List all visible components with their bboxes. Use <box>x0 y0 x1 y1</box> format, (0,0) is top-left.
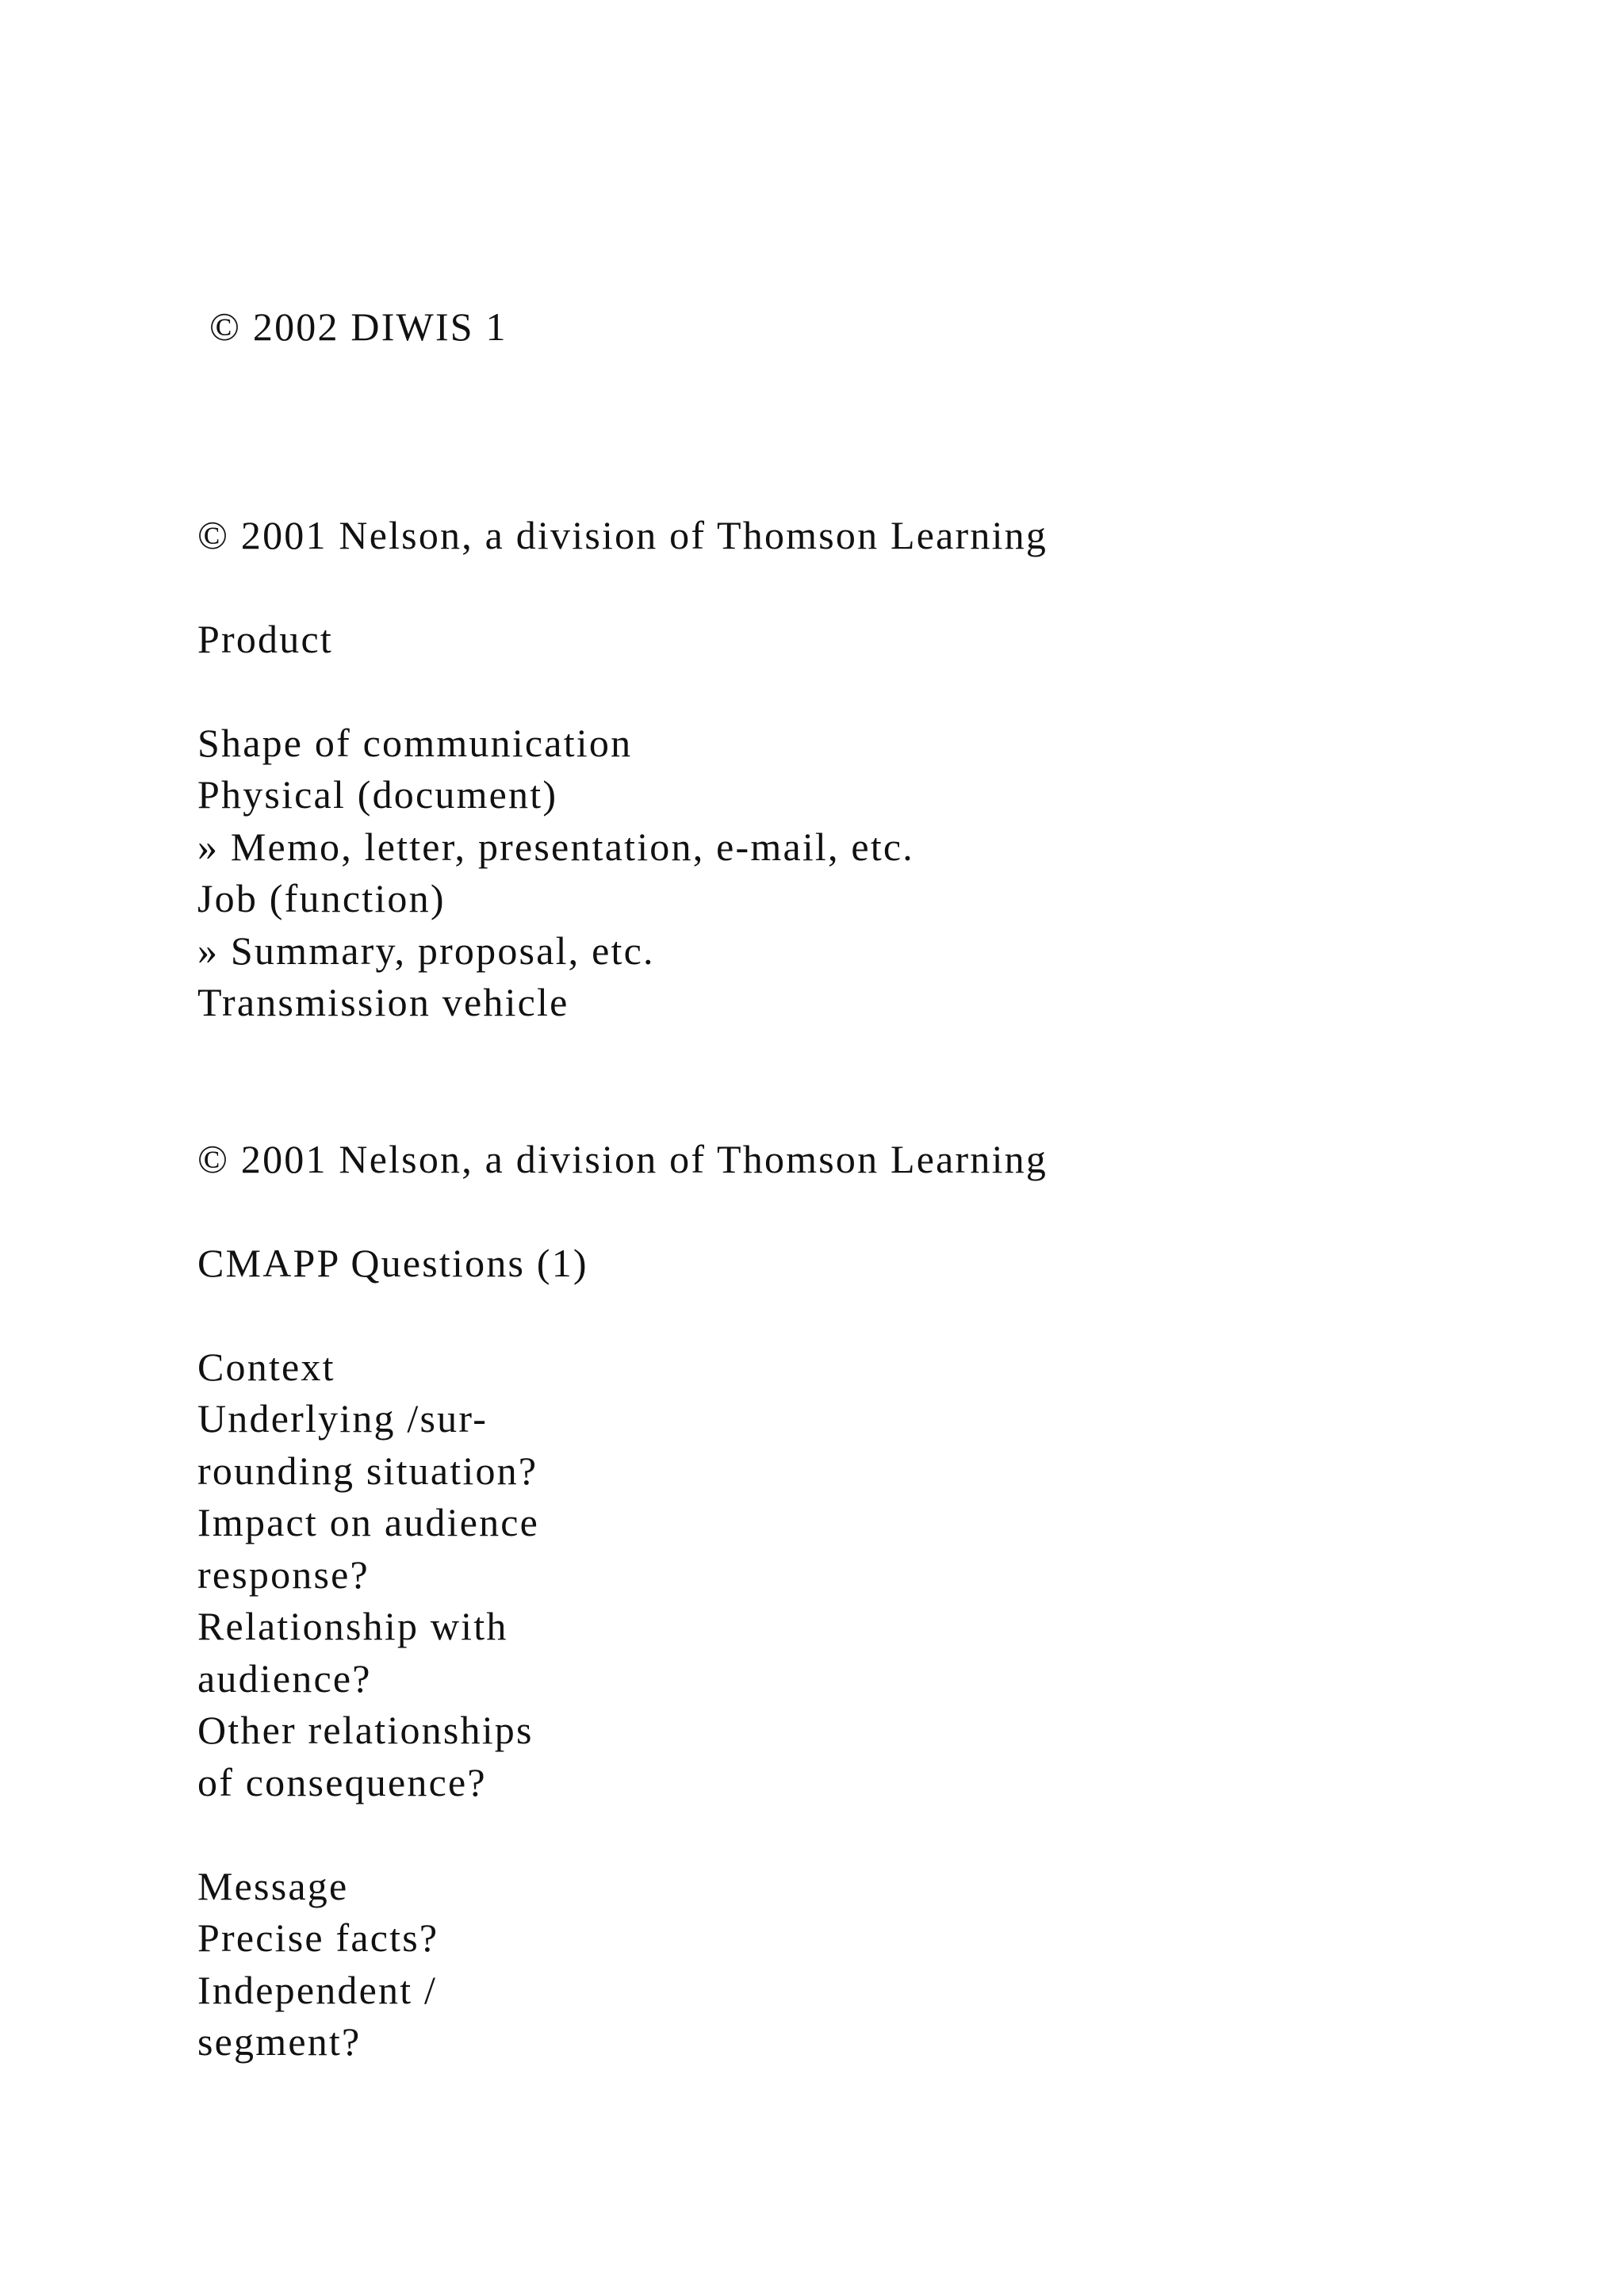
slide1-line: Shape of communication <box>197 721 633 765</box>
context-line: of consequence? <box>197 1760 487 1804</box>
slide1-line: Job (function) <box>197 876 446 920</box>
slide2-title: CMAPP Questions (1) <box>197 1241 588 1285</box>
diwis-copyright: © 2002 DIWIS 1 <box>209 304 508 349</box>
message-heading: Message <box>197 1864 349 1908</box>
context-line: Underlying /sur- <box>197 1396 488 1441</box>
context-line: Relationship with <box>197 1604 508 1648</box>
message-line: Precise facts? <box>197 1915 439 1960</box>
message-line: Independent / <box>197 1968 438 2012</box>
slide1-line: Physical (document) <box>197 772 558 817</box>
slide1-line: » Memo, letter, presentation, e-mail, etc. <box>197 825 914 869</box>
context-line: response? <box>197 1552 370 1597</box>
context-line: Other relationships <box>197 1708 534 1752</box>
context-line: audience? <box>197 1656 372 1701</box>
slide1-title: Product <box>197 617 333 661</box>
context-line: Impact on audience <box>197 1500 540 1544</box>
slide1-copyright: © 2001 Nelson, a division of Thomson Learning <box>197 513 1048 557</box>
message-line: segment? <box>197 2019 362 2064</box>
slide1-line: Transmission vehicle <box>197 980 569 1024</box>
context-line: rounding situation? <box>197 1448 538 1493</box>
slide1-line: » Summary, proposal, etc. <box>197 928 655 973</box>
slide2-copyright: © 2001 Nelson, a division of Thomson Learning <box>197 1137 1048 1181</box>
context-heading: Context <box>197 1345 335 1389</box>
